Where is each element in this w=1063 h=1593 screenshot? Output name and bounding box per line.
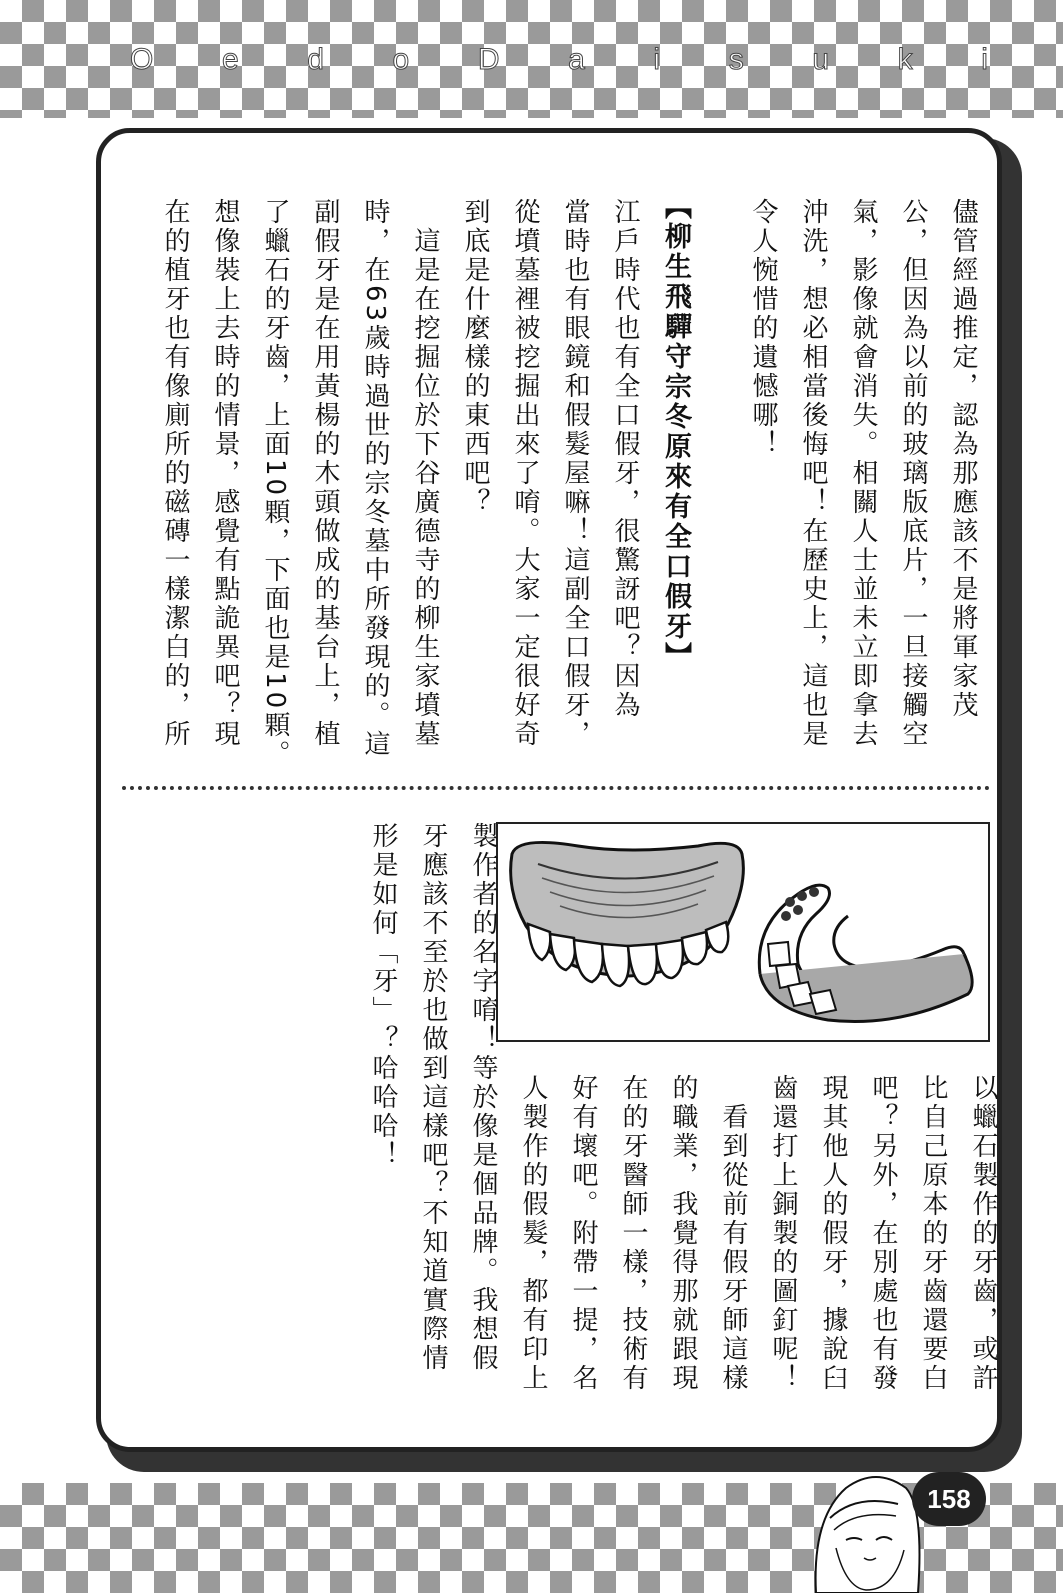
title-letter: o [392,43,412,76]
section-heading: 【柳生飛驒守宗冬原來有全口假牙】 [660,192,691,672]
intro-column: 氣，影像就會消失。相關人士並未立即拿去 [848,198,878,749]
title-letter: d [307,43,326,76]
title-letter: i [981,43,990,76]
title-letter: O [130,43,156,76]
lower-right-column: 在的牙醫師一樣，技術有 [618,1074,648,1393]
title-letter: e [221,43,241,76]
header-title [130,38,990,82]
body-column: 從墳墓裡被挖掘出來了唷。大家一定很好奇 [510,198,540,749]
body-column: 想像裝上去時的情景，感覺有點詭異吧？現 [210,198,240,749]
title-letter: u [812,43,831,76]
lower-right-column: 現其他人的假牙，據說臼 [818,1074,848,1393]
lower-right-column: 看到從前有假牙師這樣 [718,1074,748,1393]
body-column: 這是在挖掘位於下谷廣德寺的柳生家墳墓 [410,198,440,749]
lower-right-column: 比自己原本的牙齒還要白 [918,1074,948,1393]
page-number: 158 [927,1483,971,1514]
lower-left-column: 製作者的名字唷！等於像是個品牌。我想假 [468,822,498,1373]
page-number-badge [912,1472,986,1526]
character-face-icon [806,1458,926,1593]
title-letter: s [728,43,746,76]
lower-right-column: 齒還打上銅製的圖釘呢！ [768,1074,798,1393]
dentures-icon [498,824,988,1040]
title-letter: i [653,43,663,76]
title-letter: k [897,43,915,76]
lower-right-column: 好有壞吧。附帶一提，名 [568,1074,598,1393]
section-divider [122,786,990,790]
intro-column: 沖洗，想必相當後悔吧！在歷史上，這也是 [798,198,828,749]
body-column: 時，在63歲時過世的宗冬墓中所發現的。這 [360,198,390,760]
intro-column: 令人惋惜的遺憾哪！ [748,198,778,459]
body-column: 當時也有眼鏡和假髮屋嘛！這副全口假牙， [560,198,590,749]
body-column: 在的植牙也有像廁所的磁磚一樣潔白的，所 [160,198,190,749]
lower-left-column: 牙應該不至於也做到這樣吧？不知道實際情 [418,822,448,1373]
body-column: 副假牙是在用黃楊的木頭做成的基台上，植 [310,198,340,749]
lower-left-column: 形是如何「牙」？哈哈哈！ [368,822,398,1170]
intro-column: 公，但因為以前的玻璃版底片，一旦接觸空 [898,198,928,749]
title-letter: D [477,43,502,76]
intro-column: 儘管經過推定，認為那應該不是將軍家茂 [948,198,978,720]
lower-right-column: 的職業，我覺得那就跟現 [668,1074,698,1393]
body-column: 江戶時代也有全口假牙，很驚訝吧？因為 [610,198,640,720]
body-column: 到底是什麼樣的東西吧？ [460,198,490,517]
body-column: 了蠟石的牙齒，上面10顆，下面也是10顆。 [260,198,290,770]
dentures-illustration [496,822,990,1042]
lower-right-column: 吧？另外，在別處也有發 [868,1074,898,1393]
lower-right-column: 以蠟石製作的牙齒，或許 [968,1074,998,1393]
lower-right-column: 人製作的假髮，都有印上 [518,1074,548,1393]
title-letter: a [568,43,587,76]
